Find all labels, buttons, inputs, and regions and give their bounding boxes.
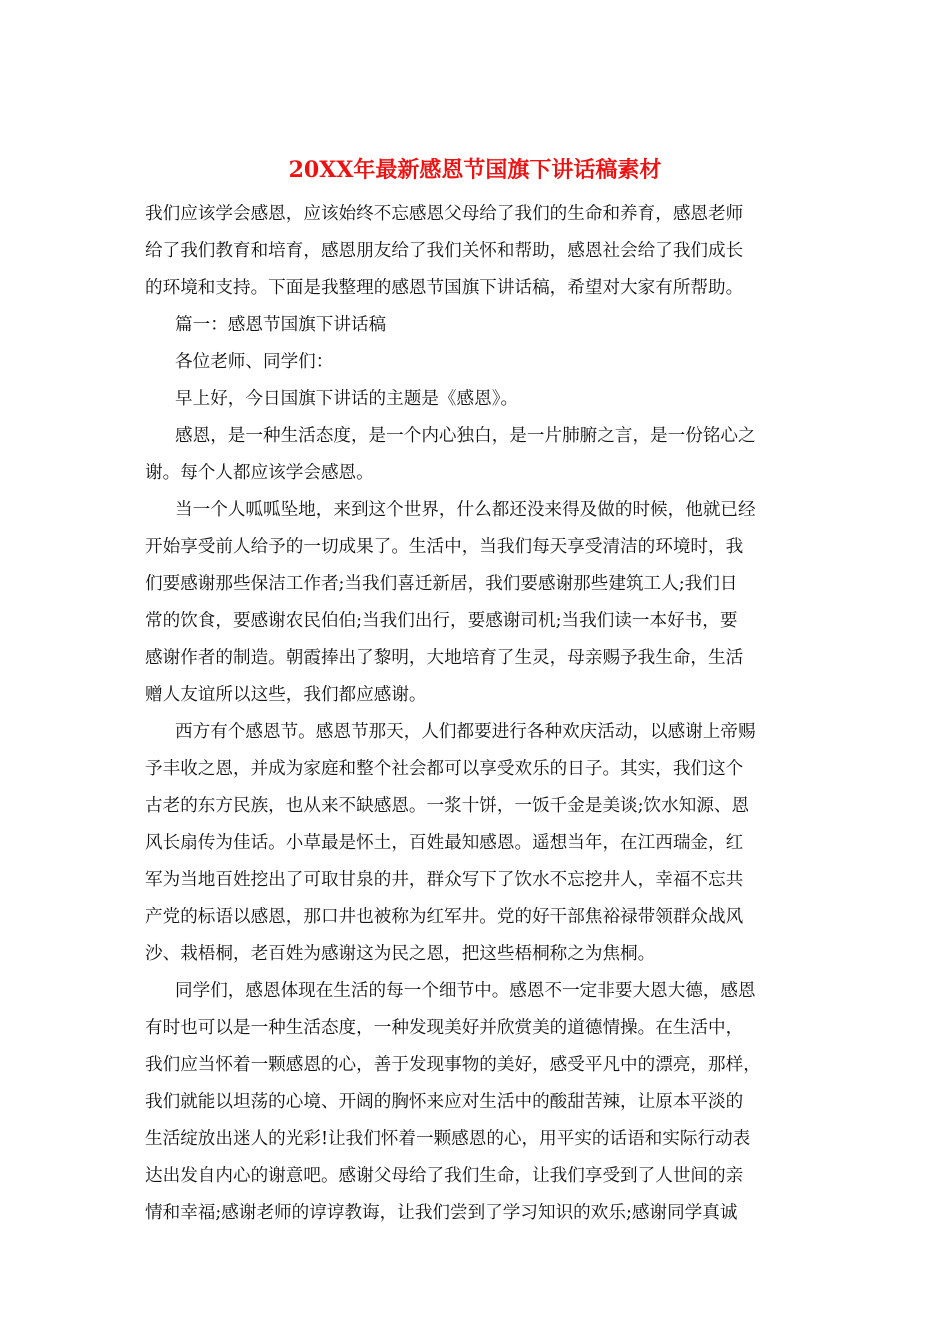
body-line: 产党的标语以感恩，那口井也被称为红军井。党的好干部焦裕禄带领群众战风 [145, 907, 744, 927]
body-line: 当一个人呱呱坠地，来到这个世界，什么都还没来得及做的时候，他就已经 [175, 500, 756, 520]
body-line: 早上好，今日国旗下讲话的主题是《感恩》。 [175, 389, 519, 409]
body-line: 西方有个感恩节。感恩节那天，人们都要进行各种欢庆活动，以感谢上帝赐 [175, 722, 756, 742]
document-body [145, 196, 811, 1232]
body-line: 军为当地百姓挖出了可取甘泉的井，群众写下了饮水不忘挖井人，幸福不忘共 [145, 870, 744, 890]
body-line: 们要感谢那些保洁工作者;当我们喜迁新居，我们要感谢那些建筑工人;我们日 [145, 574, 738, 594]
body-line: 古老的东方民族，也从来不缺感恩。一浆十饼，一饭千金是美谈;饮水知源、恩 [145, 796, 750, 816]
body-line: 沙、栽梧桐，老百姓为感谢这为民之恩，把这些梧桐称之为焦桐。 [145, 944, 656, 964]
body-line: 赠人友谊所以这些，我们都应感谢。 [145, 685, 427, 705]
body-line: 风长扇传为佳话。小草最是怀土，百姓最知感恩。遥想当年，在江西瑞金，红 [145, 833, 744, 853]
body-line: 同学们，感恩体现在生活的每一个细节中。感恩不一定非要大恩大德，感恩 [175, 981, 756, 1001]
body-line: 我们应当怀着一颗感恩的心，善于发现事物的美好，感受平凡中的漂亮，那样， [145, 1055, 761, 1075]
body-line: 开始享受前人给予的一切成果了。生活中，当我们每天享受清洁的环境时，我 [145, 537, 744, 557]
body-line: 常的饮食，要感谢农民伯伯;当我们出行，要感谢司机;当我们读一本好书，要 [145, 611, 738, 631]
body-line: 情和幸福;感谢老师的谆谆教诲，让我们尝到了学习知识的欢乐;感谢同学真诚 [145, 1203, 738, 1223]
body-line: 篇一：感恩节国旗下讲话稿 [175, 315, 387, 335]
body-line: 的环境和支持。下面是我整理的感恩节国旗下讲话稿，希望对大家有所帮助。 [145, 278, 744, 298]
body-line: 给了我们教育和培育，感恩朋友给了我们关怀和帮助，感恩社会给了我们成长 [145, 241, 744, 261]
body-line: 达出发自内心的谢意吧。感谢父母给了我们生命，让我们享受到了人世间的亲 [145, 1166, 744, 1186]
body-line: 予丰收之恩，并成为家庭和整个社会都可以享受欢乐的日子。其实，我们这个 [145, 759, 744, 779]
body-line: 各位老师、同学们： [175, 352, 334, 372]
document-title: 20XX年最新感恩节国旗下讲话稿素材 [288, 157, 662, 183]
body-line: 感恩，是一种生活态度，是一个内心独白，是一片肺腑之言，是一份铭心之 [175, 426, 756, 446]
body-line: 我们就能以坦荡的心境、开阔的胸怀来应对生活中的酸甜苦辣，让原本平淡的 [145, 1092, 744, 1112]
body-line: 谢。每个人都应该学会感恩。 [145, 463, 374, 483]
body-line: 感谢作者的制造。朝霞捧出了黎明，大地培育了生灵，母亲赐予我生命，生活 [145, 648, 744, 668]
body-line: 有时也可以是一种生活态度，一种发现美好并欣赏美的道德情操。在生活中， [145, 1018, 744, 1038]
body-line: 我们应该学会感恩，应该始终不忘感恩父母给了我们的生命和养育，感恩老师 [145, 204, 744, 224]
body-line: 生活绽放出迷人的光彩!让我们怀着一颗感恩的心，用平实的话语和实际行动表 [145, 1129, 751, 1149]
